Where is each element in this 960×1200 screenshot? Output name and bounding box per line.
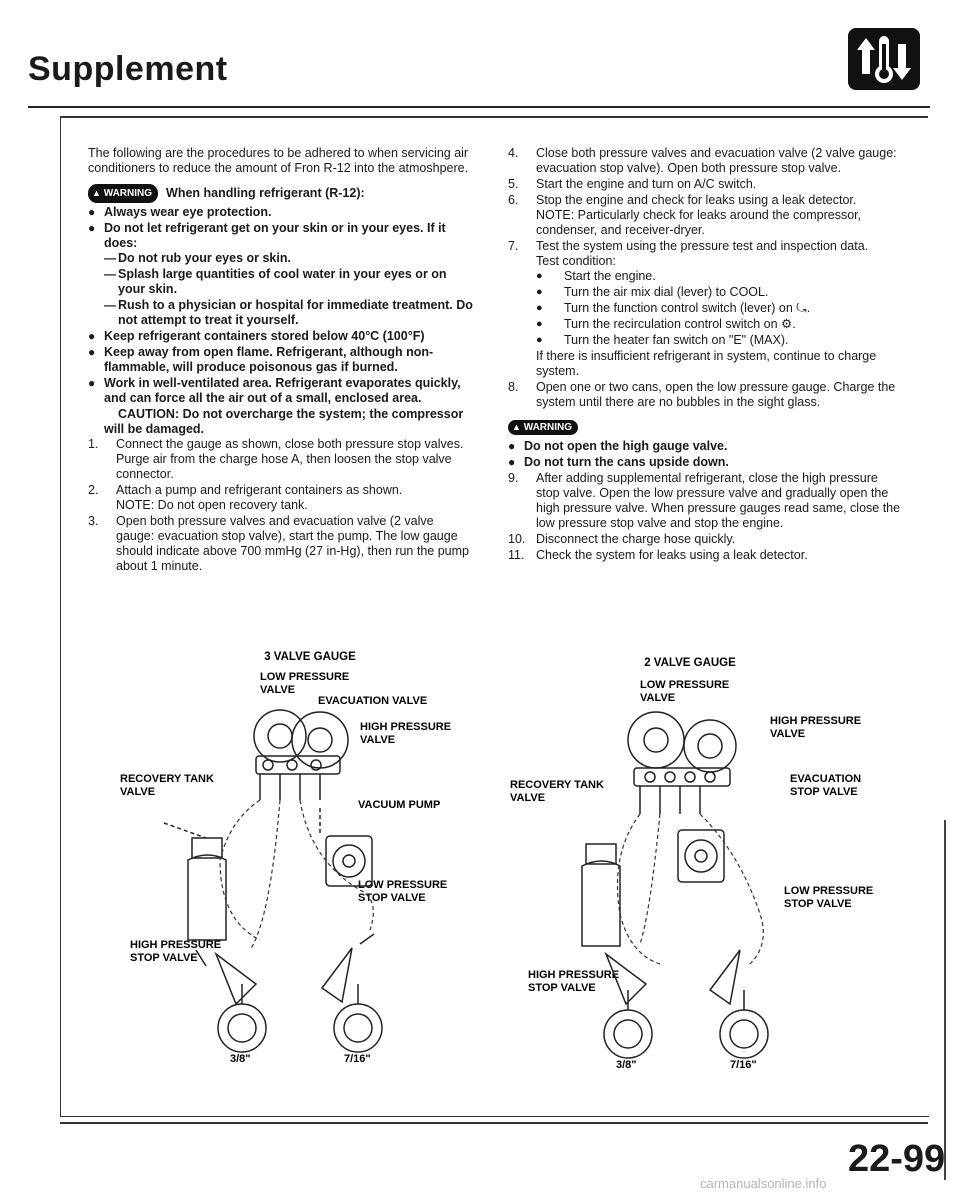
diagram-title: 2 VALVE GAUGE bbox=[644, 657, 736, 669]
label-size: 3/8" bbox=[616, 1059, 637, 1071]
step-2-note: NOTE: Do not open recovery tank. bbox=[116, 498, 308, 512]
fittings bbox=[218, 984, 382, 1052]
stop-valves bbox=[196, 934, 374, 1004]
label-recovery-tank: VALVE bbox=[510, 792, 546, 804]
warning-item: ● Do not turn the cans upside down. bbox=[508, 455, 904, 470]
warning-triangle-icon: ▲ bbox=[512, 422, 521, 432]
steps-list-right-2 bbox=[508, 471, 904, 563]
intro-paragraph: The following are the procedures to be adhered to when servicing air conditioners to reduce the amount of Fron R-12 into the atmoshpere. bbox=[88, 146, 469, 175]
bottom-rule bbox=[60, 1122, 928, 1124]
label-high-stop-valve: HIGH PRESSURE bbox=[528, 969, 620, 981]
step-4: 4. Close both pressure valves and evacuation valve (2 valve gauge: evacuation stop valve). Open both pressure stop valve. bbox=[508, 146, 897, 175]
dash-item: — Do not rub your eyes or skin. bbox=[104, 251, 474, 266]
label-evacuation-valve: EVACUATION VALVE bbox=[318, 695, 428, 707]
label-recovery-tank: RECOVERY TANK bbox=[510, 779, 604, 791]
step-6: 6. Stop the engine and check for leaks using a leak detector. NOTE: Particularly check for leaks around the compressor, condenser, and receiver-dryer. bbox=[508, 193, 904, 238]
page-number: 22-99 bbox=[848, 1138, 946, 1180]
thermometer-logo-icon bbox=[848, 28, 920, 90]
warning-list bbox=[88, 205, 474, 406]
dash-item: — Rush to a physician or hospital for immediate treatment. Do not attempt to treat it yourself. bbox=[104, 298, 474, 328]
label-size: 3/8" bbox=[230, 1053, 251, 1065]
charge-hoses bbox=[618, 814, 764, 964]
bullet-flame: ● Keep away from open flame. Refrigerant, although non-flammable, will produce poisonous gas if burned. bbox=[88, 345, 474, 375]
step-5: 5. Start the engine and turn on A/C switch. bbox=[508, 177, 757, 191]
header-rule bbox=[28, 106, 930, 108]
label-low-stop-valve: LOW PRESSURE bbox=[358, 879, 448, 891]
warning-badge: ▲ WARNING bbox=[88, 184, 158, 203]
recovery-tank bbox=[582, 844, 620, 946]
page-title: Supplement bbox=[28, 50, 228, 88]
label-recovery-tank: VALVE bbox=[120, 786, 156, 798]
steps-list-left bbox=[88, 437, 474, 574]
steps-list-right bbox=[508, 146, 904, 410]
test-condition-list bbox=[536, 269, 904, 348]
step-9: 9. After adding supplemental refrigerant, close the high pressure stop valve. Open the low pressure valve and gradually open the high pressure valve. When pressure gauges read same, close the low pressure stop valve and stop the engine. bbox=[508, 471, 901, 530]
stop-valves bbox=[606, 950, 740, 1004]
condition-item: ● Turn the function control switch (lever) on ⤿. bbox=[536, 301, 904, 316]
label-evacuation-stop-valve: EVACUATION bbox=[790, 773, 862, 785]
condition-item: ● Turn the heater fan switch on "E" (MAX). bbox=[536, 333, 904, 348]
label-high-stop-valve: STOP VALVE bbox=[130, 952, 198, 964]
side-rule bbox=[944, 820, 946, 1180]
step-3: 3. Open both pressure valves and evacuation valve (2 valve gauge: evacuation stop valve), start the pump. The low gauge should indicate above 700 mmHg (27 in-Hg), then run the pump about 1 minute. bbox=[88, 514, 469, 573]
diagram-3-valve-gauge bbox=[120, 648, 500, 1068]
caution-text: CAUTION: Do not overcharge the system; the compressor will be damaged. bbox=[104, 407, 464, 436]
step-2: 2. Attach a pump and refrigerant containers as shown. NOTE: Do not open recovery tank. bbox=[88, 483, 474, 513]
label-high-pressure-valve: VALVE bbox=[360, 734, 396, 746]
label-size: 7/16" bbox=[344, 1053, 371, 1065]
bullet-skin: ● Do not let refrigerant get on your skin or in your eyes. If it does: — Do not rub your eyes or skin. — Splash large quantities of cool water in your eyes or on your skin. — Rush to a physician or hospital for immediate treatment. Do not attempt to treat it yourself. bbox=[88, 221, 474, 328]
label-high-pressure-valve: HIGH PRESSURE bbox=[360, 721, 452, 733]
step-7-tail: If there is insufficient refrigerant in system, continue to charge system. bbox=[536, 349, 877, 378]
bullet-keep: ● Keep refrigerant containers stored below 40°C (100°F) bbox=[88, 329, 474, 344]
label-high-pressure-valve: VALVE bbox=[770, 728, 806, 740]
fittings bbox=[604, 990, 768, 1058]
diagram-title: 3 VALVE GAUGE bbox=[264, 651, 356, 663]
label-high-stop-valve: HIGH PRESSURE bbox=[130, 939, 222, 951]
warning-heading: When handling refrigerant (R-12): bbox=[166, 186, 365, 200]
recirculation-icon: ⚙. bbox=[781, 317, 796, 331]
label-low-stop-valve: STOP VALVE bbox=[358, 892, 426, 904]
step-8: 8. Open one or two cans, open the low pressure gauge. Charge the system until there are no bubbles in the sight glass. bbox=[508, 380, 896, 409]
bullet-eye: ● Always wear eye protection. bbox=[88, 205, 474, 220]
vent-mode-icon: ⤿. bbox=[796, 301, 811, 315]
label-recovery-tank: RECOVERY TANK bbox=[120, 773, 214, 785]
warning-badge-right: ▲ WARNING bbox=[508, 420, 578, 435]
label-vacuum-pump: VACUUM PUMP bbox=[358, 799, 441, 811]
dash-item: — Splash large quantities of cool water in your eyes or on your skin. bbox=[104, 267, 474, 297]
warning-heading-row bbox=[88, 184, 474, 203]
label-low-pressure-valve: VALVE bbox=[640, 692, 676, 704]
label-low-pressure-valve: LOW PRESSURE bbox=[640, 679, 730, 691]
label-evacuation-stop-valve: STOP VALVE bbox=[790, 786, 858, 798]
label-high-pressure-valve: HIGH PRESSURE bbox=[770, 715, 862, 727]
label-low-pressure-valve: VALVE bbox=[260, 684, 296, 696]
warning-triangle-icon: ▲ bbox=[92, 188, 101, 198]
condition-item: ● Start the engine. bbox=[536, 269, 904, 284]
diagram-2-valve-gauge bbox=[500, 654, 890, 1074]
label-high-stop-valve: STOP VALVE bbox=[528, 982, 596, 994]
step-10: 10. Disconnect the charge hose quickly. bbox=[508, 532, 736, 546]
warning-item: ● Do not open the high gauge valve. bbox=[508, 439, 904, 454]
label-low-stop-valve: STOP VALVE bbox=[784, 898, 852, 910]
charge-hoses bbox=[220, 800, 373, 950]
left-column bbox=[88, 146, 474, 575]
step-6-note: NOTE: Particularly check for leaks around the compressor, condenser, and receiver-dryer. bbox=[536, 208, 862, 237]
condition-item: ● Turn the recirculation control switch on ⚙. bbox=[536, 317, 904, 332]
gauge-manifold bbox=[254, 710, 348, 800]
step-1: 1. Connect the gauge as shown, close both pressure stop valves. Purge air from the charge hose A, then loosen the stop valve connector. bbox=[88, 437, 464, 481]
bullet-vent: ● Work in well-ventilated area. Refrigerant evaporates quickly, and can force all the air out of a small, enclosed area. bbox=[88, 376, 474, 406]
right-column bbox=[508, 146, 904, 564]
watermark: carmanualsonline.info bbox=[700, 1176, 827, 1191]
recovery-tank bbox=[164, 823, 226, 940]
step-7: 7. Test the system using the pressure test and inspection data. Test condition: ● Start the engine. ● Turn the air mix dial (lever) to COOL. ● Turn the function control switch (lever) on ⤿. ● Turn the recirculation control switch on ⚙. ● Turn the heater fan switch on "E" (MAX). If there is insufficient refrigerant in system, continue to charge system. bbox=[508, 239, 904, 379]
label-size: 7/16" bbox=[730, 1059, 757, 1071]
vacuum-pump bbox=[678, 830, 724, 882]
label-low-pressure-valve: LOW PRESSURE bbox=[260, 671, 350, 683]
gauge-manifold bbox=[628, 712, 736, 814]
condition-item: ● Turn the air mix dial (lever) to COOL. bbox=[536, 285, 904, 300]
label-low-stop-valve: LOW PRESSURE bbox=[784, 885, 874, 897]
warning-list-right bbox=[508, 439, 904, 470]
test-condition-label: Test condition: bbox=[536, 254, 616, 268]
vacuum-pump bbox=[320, 808, 372, 886]
dash-list bbox=[88, 251, 474, 328]
step-11: 11. Check the system for leaks using a leak detector. bbox=[508, 548, 808, 562]
